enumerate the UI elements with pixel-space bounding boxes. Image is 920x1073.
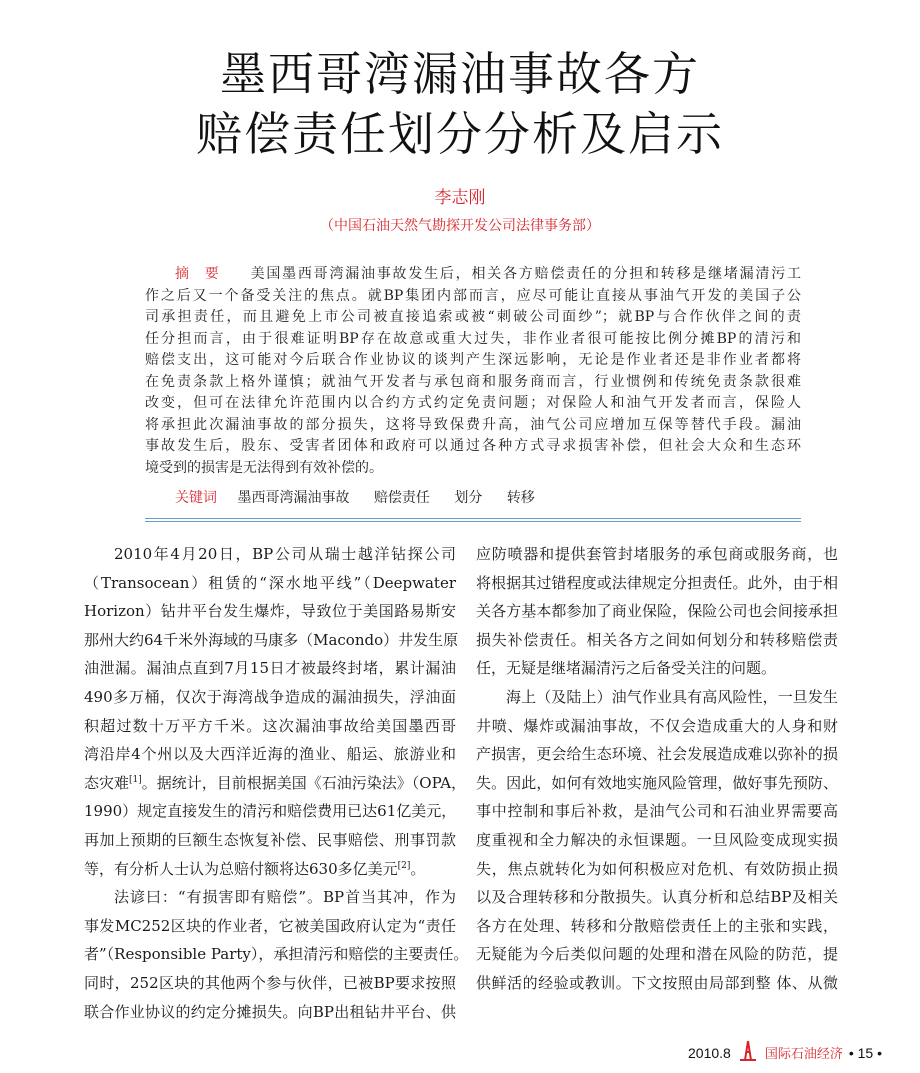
abstract-text: 司承担责任，而且避免上市公司被直接追索或被“刺破公司面纱”；就BP与合作伙伴之间的责 [145,309,801,325]
line-text: 将根据其过错程度或法律规定分担责任。此外，由于相 [476,573,838,592]
line-text: 任，无疑是继堵漏清污之后备受关注的问题。 [476,659,777,678]
body-column-left [84,540,469,1026]
line-text: 者”（Responsible Party），承担清污和赔偿的主要责任。 [84,945,469,964]
line-text: 490多万桶，仅次于海湾战争造成的漏油损失，浮油面 [84,687,456,706]
paragraph-line [476,654,838,683]
line-text: 失。因此，如何有效地实施风险管理，做好事先预防、 [476,773,838,792]
paragraph-line [476,740,838,769]
paragraph-line [476,569,838,598]
paragraph-line [84,883,456,912]
paragraph-line [84,740,456,769]
paragraph-line [84,597,456,626]
line-text: 失，焦点就转化为如何积极应对危机、有效防损止损 [476,859,838,878]
article-title-line-1: 墨西哥湾漏油事故各方 [220,47,700,101]
line-text: 事中控制和事后补救，是油气公司和石油业界需要高 [476,802,838,821]
keywords [175,487,555,507]
paragraph-line [476,940,838,969]
keyword: 赔偿责任 [373,490,430,506]
abstract-label: 摘要 [175,266,235,282]
abstract-line [145,286,801,308]
paragraph-line [84,940,469,969]
line-text: 无疑能为今后类似问题的处理和潜在风险的防范，提 [476,945,838,964]
line-text: 井喷、爆炸或漏油事故，不仅会造成重大的人身和财 [476,716,838,735]
line-text: 以及合理转移和分散损失。认真分析和总结BP及相关 [476,888,838,907]
line-text: 2010年4月20日，BP公司从瑞士越洋钻探公司 [114,545,456,563]
paragraph-line [84,855,456,884]
abstract-text: 美国墨西哥湾漏油事故发生后，相关各方赔偿责任的分担和转移是继堵漏清污工 [250,266,802,282]
paragraph-line [476,540,838,569]
paragraph-line [476,883,838,912]
line-text: 1990）规定直接发生的清污和赔偿费用已达61亿美元， [84,802,457,821]
keywords-label: 关键词 [175,490,217,506]
issue-date: 2010.8 [688,1044,731,1061]
line-text: 同时，252区块的其他两个参与伙伴，已被BP要求按照 [84,973,456,992]
abstract-text: 作之后又一个备受关注的焦点。就BP集团内部而言，应尽可能让直接从事油气开发的美国子公 [145,287,801,304]
abstract-text: 事故发生后，股东、受害者团体和政府可以通过各种方式寻求损害补偿，但社会大众和生态环 [145,438,801,454]
derrick-logo-icon [737,1040,759,1065]
footnote-reference[interactable]: [1] [129,774,142,785]
paragraph-line [84,712,456,741]
paragraph-line [476,912,838,941]
page-number: • 15 • [848,1044,882,1061]
paragraph-line [84,797,456,826]
abstract-text: 境受到的损害是无法得到有效补偿的。 [145,459,383,476]
paragraph-line [476,597,838,626]
author-name: 李志刚 [434,188,486,208]
paragraph-line [84,969,456,998]
author-affiliation: （中国石油天然气勘探开发公司法律事务部） [320,218,600,234]
abstract-text: 将承担此次漏油事故的部分损失，这将导致保费升高，油气公司应增加互保等替代手段。漏油 [145,416,801,433]
line-text: 法谚曰：“有损害即有赔偿”。BP首当其冲，作为 [114,888,456,907]
line-text: 湾沿岸4个州以及大西洋近海的渔业、船运、旅游业和 [84,745,456,764]
section-divider [145,518,801,522]
abstract-text: 赔偿支出，这可能对今后联合作业协议的谈判产生深远影响，无论是作业者还是非作业者都将 [145,352,801,368]
line-text: 积超过数十万平方千米。这次漏油事故给美国墨西哥 [84,716,456,735]
line-text: 。 [410,859,426,878]
abstract-text: 任分担而言，由于很难证明BP存在故意或重大过失，非作业者很可能按比例分摊BP的清污和 [145,330,801,347]
paragraph-line [84,626,459,655]
line-text: 应防喷器和提供套管封堵服务的承包商或服务商，也 [476,545,838,563]
line-text: 各方在处理、转移和分散赔偿责任上的主张和实践， [476,916,838,935]
paragraph-line [84,683,456,712]
line-text: 关各方基本都参加了商业保险，保险公司也会间接承担 [476,602,838,621]
line-text: 联合作业协议的约定分摊损失。向BP出租钻井平台、供 [84,1002,456,1021]
abstract [145,264,801,479]
paragraph-line [84,540,456,569]
abstract-text: 在免责条款上格外谨慎；就油气开发者与承包商和服务商而言，行业惯例和传统免责条款很难 [145,373,801,390]
abstract-text: 改变，但可在法律允许范围内以合约方式约定免责问题；对保险人和油气开发者而言，保险人 [145,395,801,411]
abstract-line [145,436,801,458]
line-text: 。据统计，目前根据美国《石油污染法》（OPA， [141,773,467,792]
line-text: 那州大约64千米外海域的马康多（Macondo）井发生原 [84,630,459,649]
line-text: 事发MC252区块的作业者，它被美国政府认定为“责任 [84,916,456,935]
paragraph-line [84,569,456,598]
abstract-line [145,264,801,286]
page-footer [688,1040,882,1065]
paragraph-line [476,797,838,826]
line-text: 再加上预期的巨额生态恢复补偿、民事赔偿、刑事罚款 [84,830,456,849]
line-text: 损失补偿责任。相关各方之间如何划分和转移赔偿责 [476,630,838,649]
paragraph-line [84,998,456,1027]
line-text: Horizon）钻井平台发生爆炸，导致位于美国路易斯安 [84,602,456,621]
paragraph-line [476,826,838,855]
body-column-right [476,540,838,998]
paragraph-line [476,712,838,741]
paragraph-line [476,969,838,998]
abstract-line [145,350,801,372]
footnote-reference[interactable]: [2] [397,860,411,871]
paragraph-line [476,683,838,712]
line-text: （Transocean）租赁的“深水地平线”（Deepwater [84,573,456,592]
abstract-line [145,458,801,480]
line-text: 态灾难 [84,773,130,792]
keyword: 转移 [506,490,535,506]
paragraph-line [84,654,456,683]
keyword: 划分 [454,490,483,506]
paragraph-line [84,826,456,855]
journal-name: 国际石油经济 [764,1047,843,1062]
paragraph-line [84,912,456,941]
abstract-line [145,415,801,437]
paragraph-line [84,769,467,798]
abstract-line [145,329,801,351]
line-text: 等，有分析人士认为总赔付额将达630多亿美元 [84,859,398,878]
abstract-line [145,393,801,415]
line-text: 海上（及陆上）油气作业具有高风险性，一旦发生 [506,687,838,706]
abstract-line [145,307,801,329]
line-text: 度重视和全力解决的永恒课题。一旦风险变成现实损 [476,830,838,849]
article-title-line-2: 赔偿责任划分分析及启示 [196,107,724,161]
paragraph-line [476,855,838,884]
abstract-line [145,372,801,394]
line-text: 产损害，更会给生态环境、社会发展造成难以弥补的损 [476,745,838,764]
line-text: 供鲜活的经验或教训。下文按照由局部到整 体、从微 [476,973,838,992]
paragraph-line [476,769,838,798]
line-text: 油泄漏。漏油点直到7月15日才被最终封堵，累计漏油 [84,659,456,678]
keyword: 墨西哥湾漏油事故 [237,490,350,506]
paragraph-line [476,626,838,655]
